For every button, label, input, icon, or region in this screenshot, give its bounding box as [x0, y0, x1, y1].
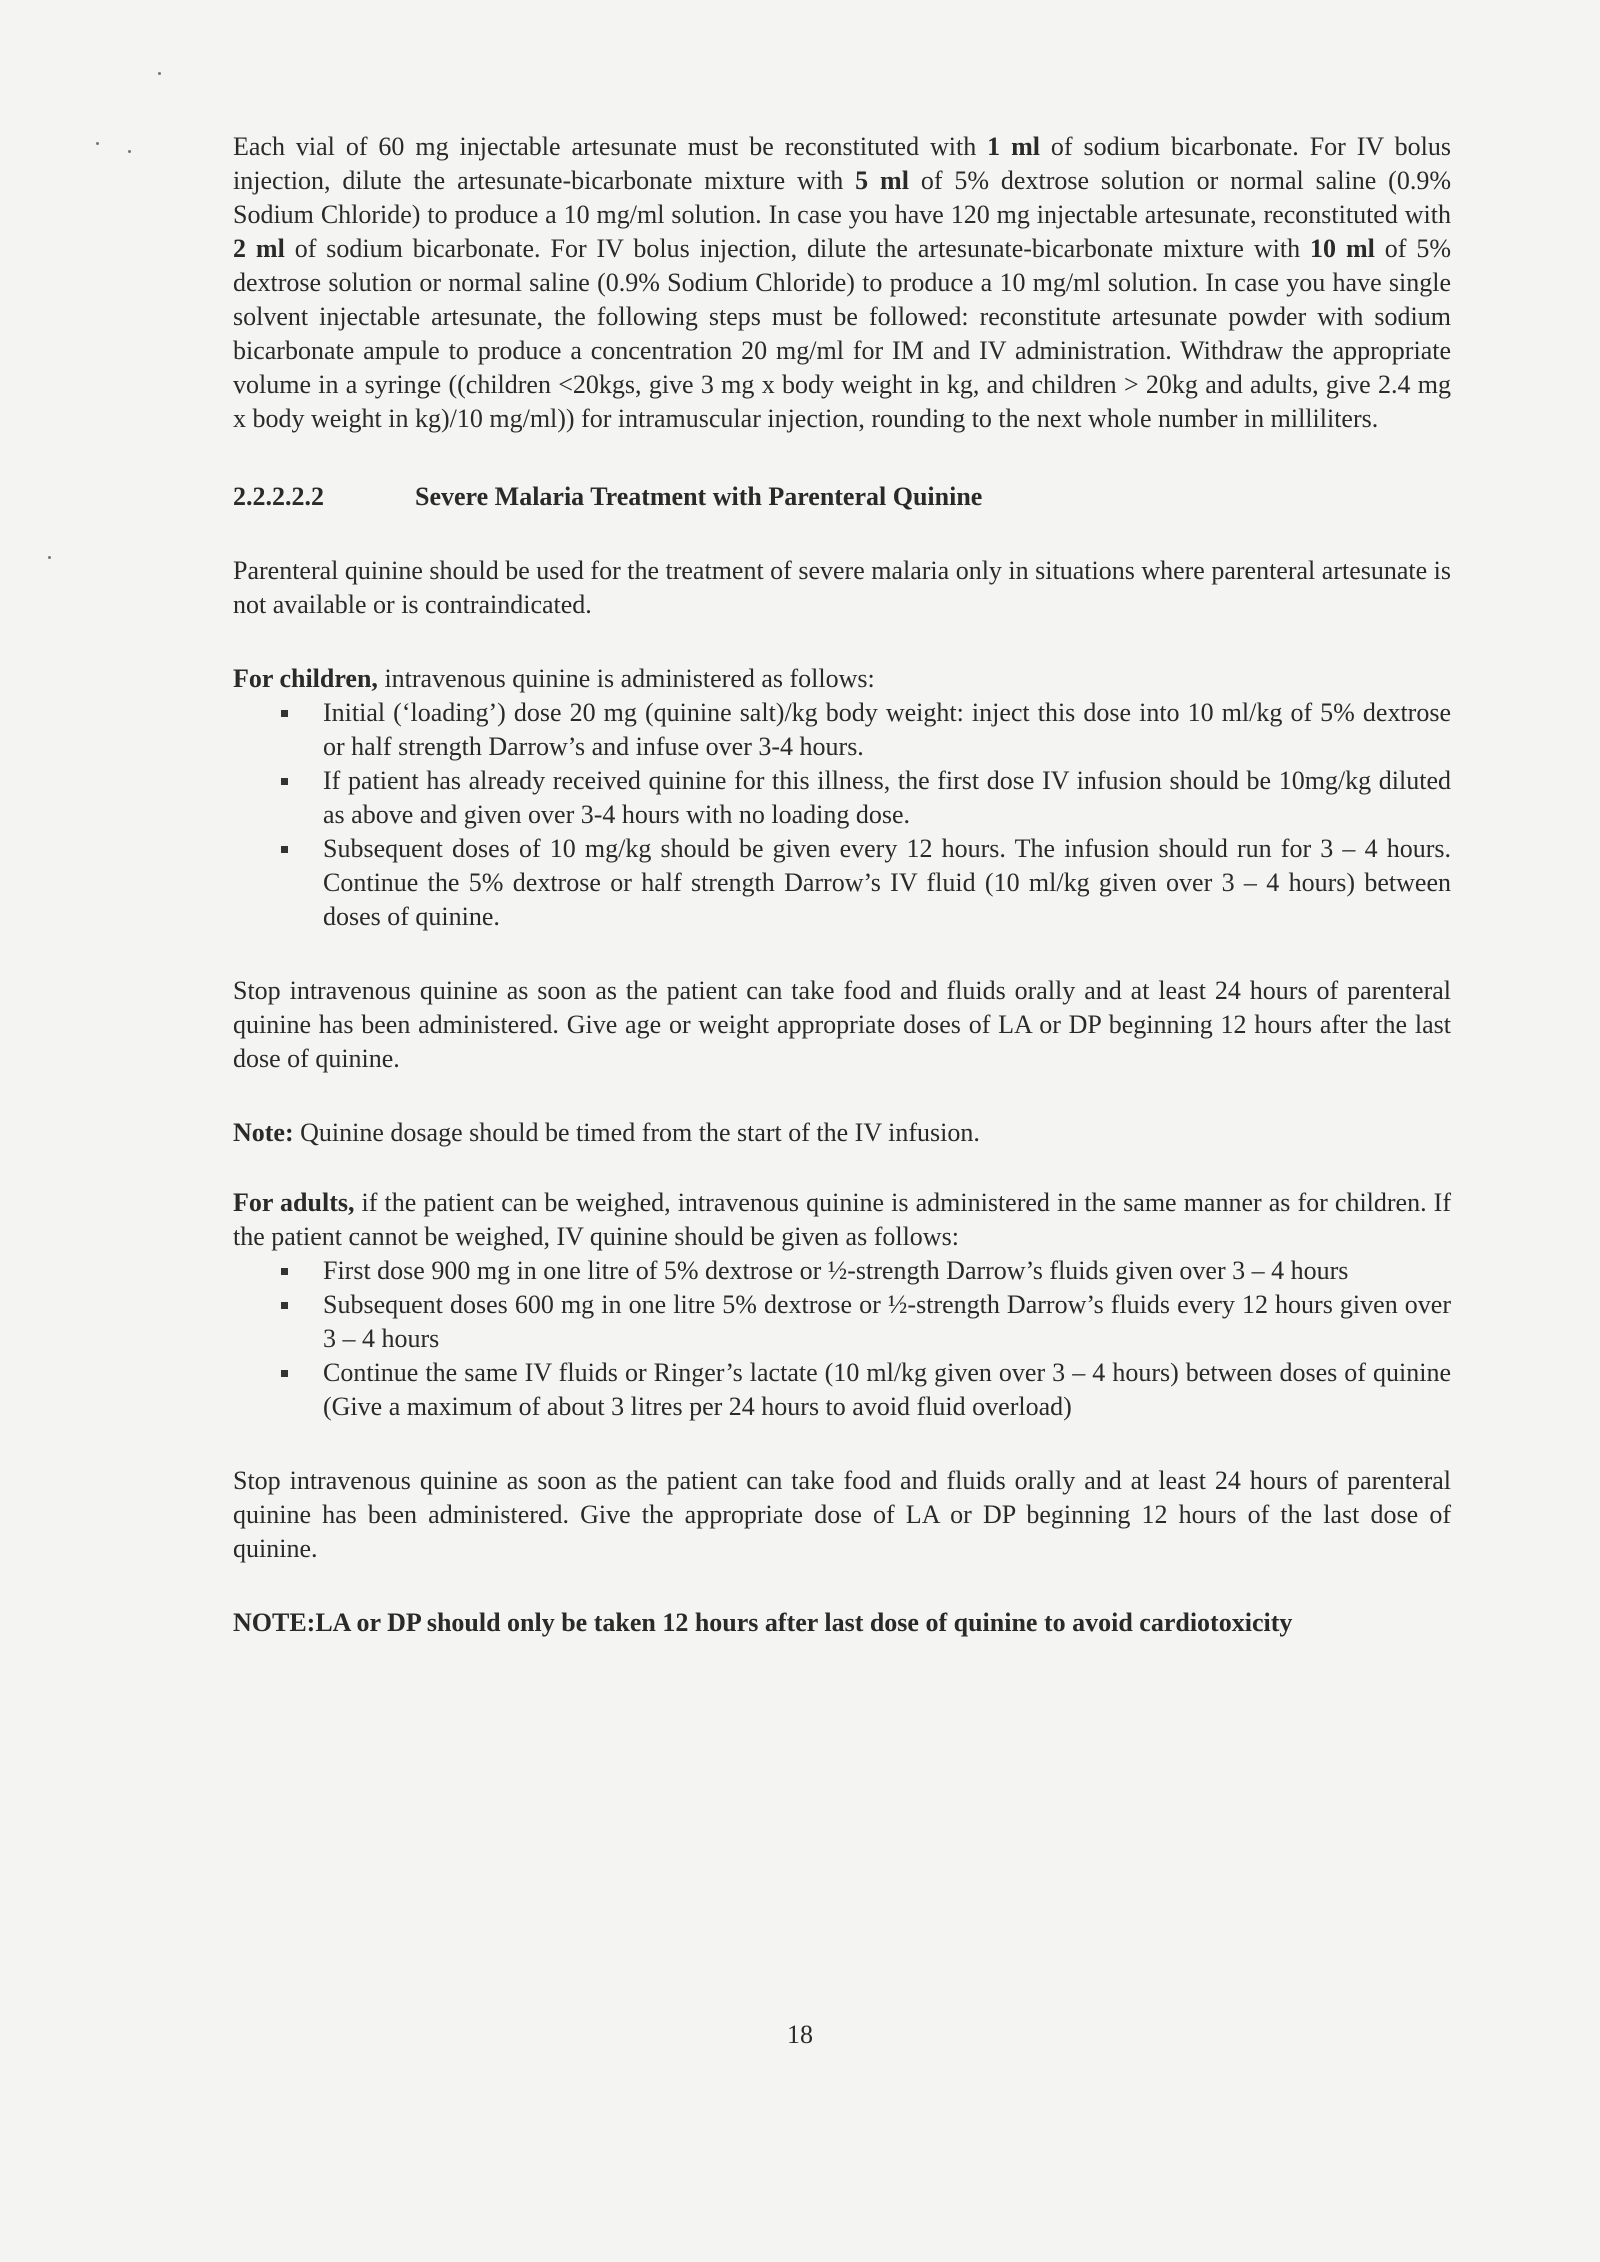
list-item: If patient has already received quinine for this illness, the first dose IV infusion should be 10mg/kg diluted as above and given over 3-4 hours with no loading dose. [323, 764, 1451, 832]
scan-speck [48, 556, 51, 559]
document-body [233, 130, 1451, 1640]
scan-speck [158, 72, 161, 75]
section-title: Severe Malaria Treatment with Parenteral Quinine [415, 482, 983, 511]
note-paragraph: Note: Quinine dosage should be timed from the start of the IV infusion. [233, 1118, 980, 1147]
final-note: NOTE:LA or DP should only be taken 12 hours after last dose of quinine to avoid cardiotoxicity [233, 1608, 1293, 1637]
adults-dosing-list [233, 1254, 1451, 1424]
section-number: 2.2.2.2.2 [233, 482, 324, 511]
list-item: Subsequent doses 600 mg in one litre 5% dextrose or ½-strength Darrow’s fluids every 12 hours given over 3 – 4 hours [323, 1288, 1451, 1356]
paragraph-stop-quinine-adults: Stop intravenous quinine as soon as the patient can take food and fluids orally and at least 24 hours of parenteral quinine has been administered. Give the appropriate dose of LA or DP beginning 12 hours of the last dose of quinine. [233, 1466, 1451, 1563]
children-dosing-list [233, 696, 1451, 934]
children-lead: For children, intravenous quinine is administered as follows: [233, 664, 875, 693]
scan-speck [128, 150, 131, 153]
adults-lead: For adults, if the patient can be weighed, intravenous quinine is administered in the same manner as for children. If the patient cannot be weighed, IV quinine should be given as follows: [233, 1188, 1451, 1251]
list-item: Subsequent doses of 10 mg/kg should be given every 12 hours. The infusion should run for 3 – 4 hours. Continue the 5% dextrose or half strength Darrow’s IV fluid (10 ml/kg given over 3 – 4 hours) between doses of quinine. [323, 832, 1451, 934]
list-item: Continue the same IV fluids or Ringer’s lactate (10 ml/kg given over 3 – 4 hours) between doses of quinine (Give a maximum of about 3 litres per 24 hours to avoid fluid overload) [323, 1356, 1451, 1424]
section-heading [233, 480, 1451, 514]
paragraph-stop-quinine-children: Stop intravenous quinine as soon as the patient can take food and fluids orally and at least 24 hours of parenteral quinine has been administered. Give age or weight appropriate doses of LA or DP beginning 12 hours after the last dose of quinine. [233, 976, 1451, 1073]
list-item: First dose 900 mg in one litre of 5% dextrose or ½-strength Darrow’s fluids given over 3 – 4 hours [323, 1254, 1451, 1288]
list-item: Initial (‘loading’) dose 20 mg (quinine salt)/kg body weight: inject this dose into 10 ml/kg of 5% dextrose or half strength Darrow’s and infuse over 3-4 hours. [323, 696, 1451, 764]
intro-paragraph: Each vial of 60 mg injectable artesunate must be reconstituted with 1 ml of sodium bicarbonate. For IV bolus injection, dilute the artesunate-bicarbonate mixture with 5 ml of 5% dextrose solution or normal saline (0.9% Sodium Chloride) to produce a 10 mg/ml solution. In case you have 120 mg injectable artesunate, reconstituted with 2 ml of sodium bicarbonate. For IV bolus injection, dilute the artesunate-bicarbonate mixture with 10 ml of 5% dextrose solution or normal saline (0.9% Sodium Chloride) to produce a 10 mg/ml solution. In case you have single solvent injectable artesunate, the following steps must be followed: reconstitute artesunate powder with sodium bicarbonate ampule to produce a concentration 20 mg/ml for IM and IV administration. Withdraw the appropriate volume in a syringe ((children <20kgs, give 3 mg x body weight in kg, and children > 20kg and adults, give 2.4 mg x body weight in kg)/10 mg/ml)) for intramuscular injection, rounding to the next whole number in milliliters. [233, 132, 1451, 433]
scan-speck [96, 142, 99, 145]
page-number: 18 [787, 2020, 813, 2049]
paragraph-parenteral-quinine: Parenteral quinine should be used for the treatment of severe malaria only in situations where parenteral artesunate is not available or is contraindicated. [233, 556, 1451, 619]
